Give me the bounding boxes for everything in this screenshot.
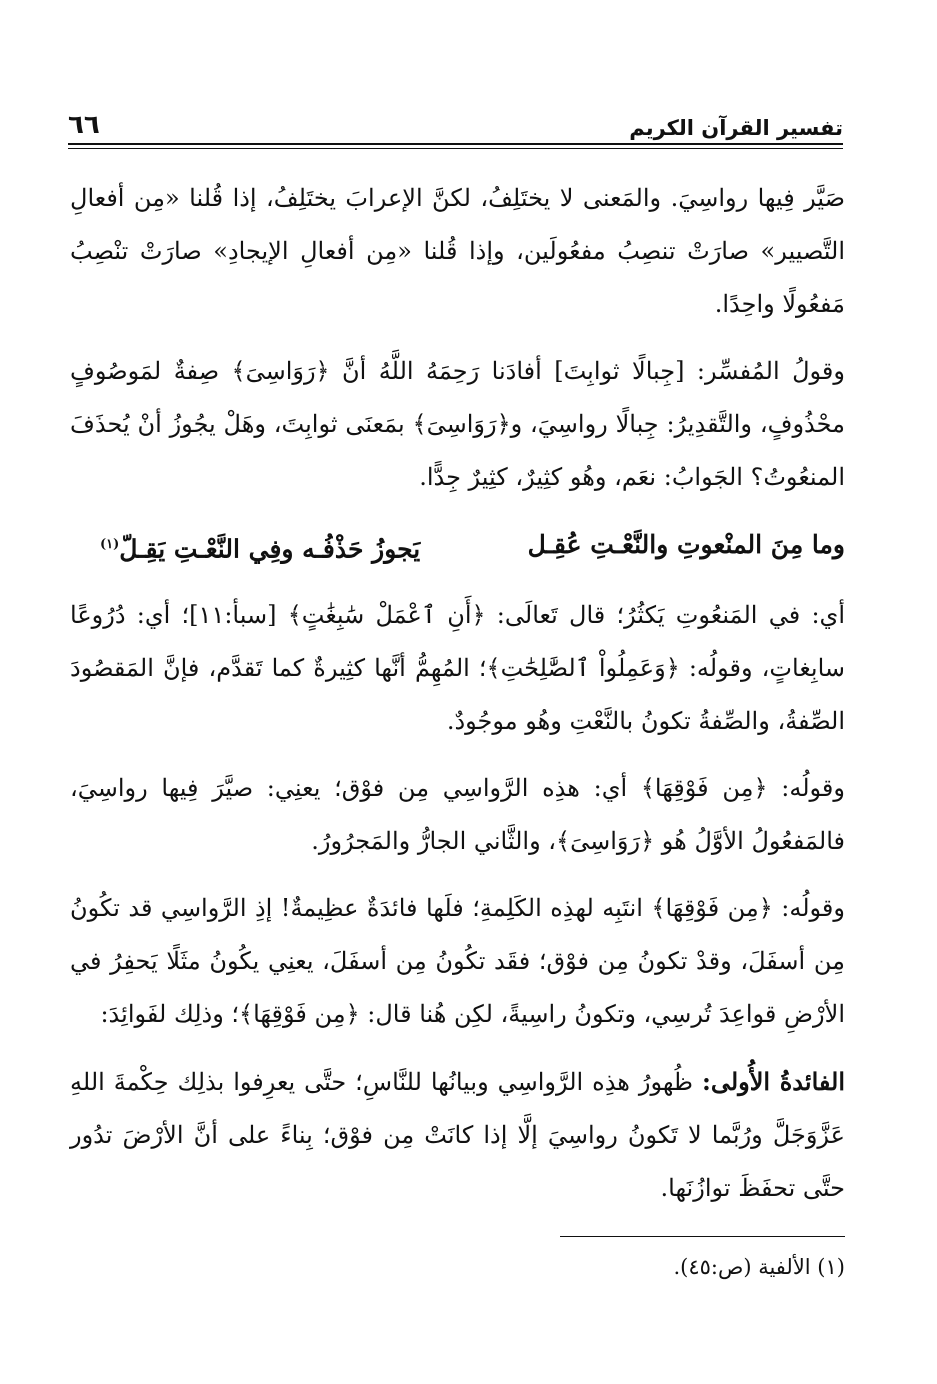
paragraph-6	[70, 1055, 845, 1215]
page-body	[70, 172, 845, 1229]
paragraph-1: صَيَّر فِيها رواسِيَ. والمَعنى لا يختَلِفُ، لكنَّ الإعرابَ يختَلِفُ، إذا قُلنا «مِن أفعالِ التَّصيير» صارَتْ تنصِبُ مفعُولَين، وإذا قُلنا «مِن أفعالِ الإيجادِ» صارَتْ تنْصِبُ مَفعُولًا واحِدًا.	[70, 184, 845, 318]
header-rule	[68, 143, 843, 149]
footnote-marker: (١)	[100, 537, 120, 552]
paragraph-5: وقولُه: ﴿مِن فَوْقِهَا﴾ انتَبِه لهذِه الكَلِمةِ؛ فلَها فائدَةٌ عظِيمةٌ! إذِ الرَّواسِي قد تكُونُ مِن أسفَلَ، وقدْ تكونُ مِن فوْق؛ فقَد تكُونُ مِن أسفَلَ، يعنِي يكُونُ مثَلًا يَحفِرُ في الأرْضِ قواعِدَ تُرسِي، وتكونُ راسِيةً، لكِن هُنا قال: ﴿مِن فَوْقِهَا﴾؛ وذلِك لفَوائِدَ:	[70, 894, 845, 1029]
verse-second-hemistich	[100, 518, 420, 575]
poetry-verse	[70, 518, 845, 575]
verse-first-hemistich: وما مِنَ المنْعوتِ والنَّعْـتِ عُقِـل	[527, 530, 845, 559]
paragraph-4: وقولُه: ﴿مِن فَوْقِهَا﴾ أي: هذِه الرَّواسِي مِن فوْق؛ يعنِي: صيَّرَ فِيها رواسِيَ، فالمَفعُولُ الأوَّلُ هُو ﴿رَوَاسِىَ﴾، والثَّاني الجارُّ والمَجرُورُ.	[70, 774, 845, 856]
paragraph-6-text: ظُهورُ هذِه الرَّواسِي وبيانُها للنَّاسِ؛ حتَّى يعرِفوا بذلِك حِكْمةَ اللهِ عَزَّوَجَلَّ ورُبَّما لا تَكونُ رواسِيَ إلَّا إذا كانَتْ مِن فوْق؛ بِناءً على أنَّ الأرْضَ تدُور حتَّى تحفَظَ توازُنَها.	[70, 1068, 845, 1203]
paragraph-2: وقولُ المُفسِّر: [جِبالًا ثوابِتَ] أفادَنا رَحِمَهُ اللَّهُ أنَّ ﴿رَوَاسِىَ﴾ صِفةٌ لمَوصُوفٍ محْذُوفٍ، والتَّقدِيرُ: جِبالًا رواسِيَ، و﴿رَوَاسِىَ﴾ بمَعنَى ثوابِتَ، وهَلْ يجُوزُ أنْ يُحذَفَ المنعُوتُ؟ الجَوابُ: نعَم، وهُو كثِيرٌ، كثِيرٌ جِدًّا.	[70, 357, 845, 491]
running-title: تفسير القرآن الكريم	[629, 116, 843, 140]
page-number: ٦٦	[68, 110, 100, 140]
paragraph-3: أي: في المَنعُوتِ يَكثُرُ؛ قال تَعالَى: ﴿أَنِ ٱعْمَلْ سَٰبِغَٰتٍ﴾ [سبأ:١١]؛ أي: دُرُوعًا سابِغاتٍ، وقولُه: ﴿وَعَمِلُواْ ٱلصَّٰلِحَٰتِ﴾؛ المُهِمُّ أنَّها كثِيرةٌ كما تَقدَّم، فإنَّ المَقصُودَ الصِّفةُ، والصِّفةُ تكونُ بالنَّعْتِ وهُو موجُودٌ.	[70, 601, 845, 736]
verse-second-hemistich-text: يَجوزُ حَذْفُـه وفِي النَّعْـتِ يَقِـلّ	[119, 534, 421, 564]
footnote: (١) الألفية (ص:٤٥).	[673, 1255, 845, 1279]
page-header	[68, 96, 843, 140]
footnote-rule	[560, 1236, 845, 1237]
paragraph-6-lead: الفائدةُ الأُولى:	[701, 1067, 846, 1097]
